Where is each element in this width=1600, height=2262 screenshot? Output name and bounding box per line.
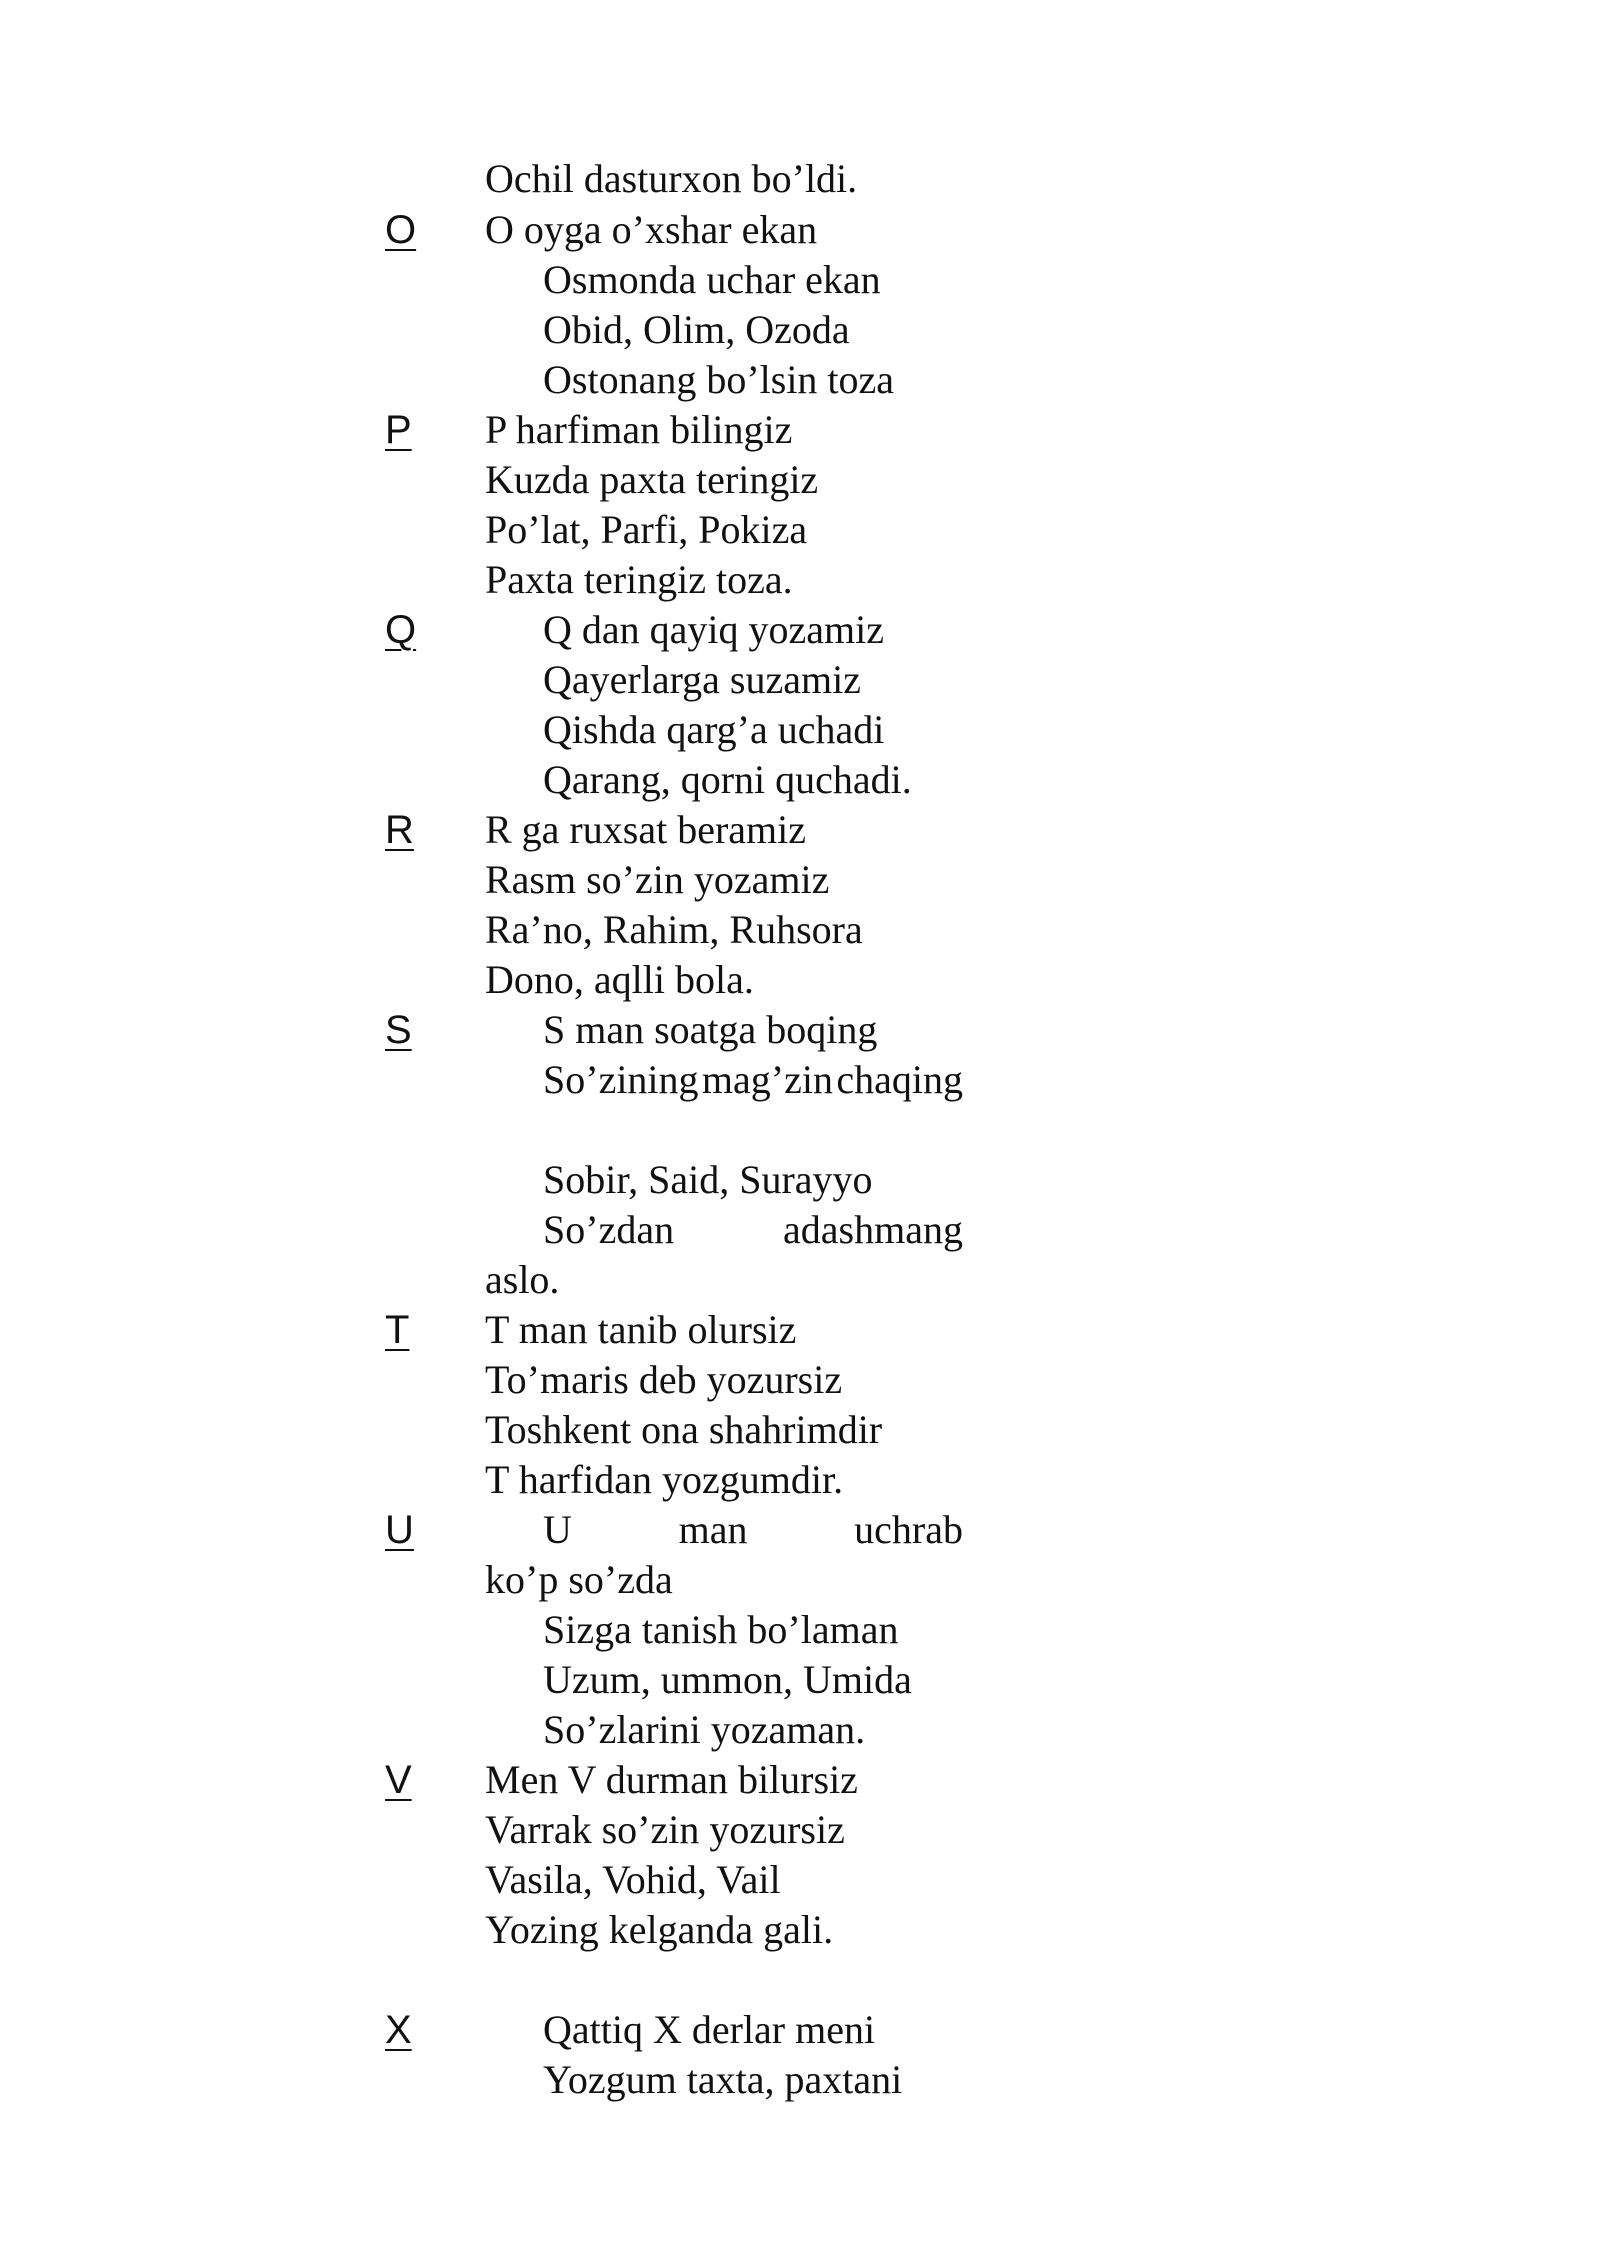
poem-line: T man tanib olursiz: [485, 1307, 797, 1352]
poem-line: Uzum, ummon, Umida: [543, 1657, 912, 1702]
stanza-letter: O: [385, 208, 417, 252]
poem-line: To’maris deb yozursiz: [485, 1357, 843, 1402]
poem-line-continuation: aslo.: [485, 1257, 560, 1302]
poem-line: Q dan qayiq yozamiz: [543, 607, 884, 652]
poem-line: [543, 1055, 963, 1105]
poem-line: Qayerlarga suzamiz: [543, 657, 861, 702]
poem-line: P harfiman bilingiz: [485, 407, 793, 452]
poem-line: [543, 1205, 963, 1255]
poem-word: adashmang: [783, 1207, 963, 1252]
poem-line: Ochil dasturxon bo’ldi.: [485, 156, 858, 201]
poem-line-continuation: ko’p so’zda: [485, 1557, 673, 1602]
stanza-letter: U: [385, 1508, 414, 1552]
poem-word: uchrab: [854, 1507, 963, 1552]
poem-line: R ga ruxsat beramiz: [485, 807, 806, 852]
stanza-letter: V: [385, 1758, 412, 1802]
stanza-letter: R: [385, 808, 414, 852]
poem-line: [543, 1505, 963, 1555]
poem-word: chaqing: [836, 1057, 963, 1102]
poem-line: Yozing kelganda gali.: [485, 1907, 834, 1952]
poem-line: S man soatga boqing: [543, 1007, 878, 1052]
poem-line: Qattiq X derlar meni: [543, 2007, 876, 2052]
poem-line: Qarang, qorni quchadi.: [543, 757, 912, 802]
poem-line: Ostonang bo’lsin toza: [543, 357, 895, 402]
stanza-letter: T: [385, 1308, 410, 1352]
poem-word: mag’zin: [701, 1057, 833, 1102]
poem-line: Dono, aqlli bola.: [485, 957, 754, 1002]
poem-word: U: [543, 1507, 572, 1552]
poem-line: Kuzda paxta teringiz: [485, 457, 819, 502]
poem-word: So’zining: [543, 1057, 699, 1102]
poem-line: Toshkent ona shahrimdir: [485, 1407, 883, 1452]
poem-line: Men V durman bilursiz: [485, 1757, 858, 1802]
poem-line: Osmonda uchar ekan: [543, 257, 881, 302]
poem-line: O oyga o’xshar ekan: [485, 207, 818, 252]
poem-line: T harfidan yozgumdir.: [485, 1457, 844, 1502]
poem-line: Qishda qarg’a uchadi: [543, 707, 885, 752]
poem-line: Yozgum taxta, paxtani: [543, 2057, 903, 2102]
poem-word: man: [678, 1507, 748, 1552]
poem-line: Vasila, Vohid, Vail: [485, 1857, 781, 1902]
poem-line: Obid, Olim, Ozoda: [543, 307, 850, 352]
poem-line: So’zlarini yozaman.: [543, 1707, 866, 1752]
poem-word: So’zdan: [543, 1207, 675, 1252]
stanza-letter: Q: [385, 608, 417, 652]
stanza-letter: P: [385, 408, 412, 452]
poem-line: Paxta teringiz toza.: [485, 557, 793, 602]
stanza-letter: X: [385, 2008, 412, 2052]
poem-line: Sizga tanish bo’laman: [543, 1607, 899, 1652]
poem-line: Varrak so’zin yozursiz: [485, 1807, 845, 1852]
poem-line: Po’lat, Parfi, Pokiza: [485, 507, 808, 552]
stanza-letter: S: [385, 1008, 412, 1052]
poem-line: Rasm so’zin yozamiz: [485, 857, 830, 902]
poem-line: Sobir, Said, Surayyo: [543, 1157, 873, 1202]
poem-line: Ra’no, Rahim, Ruhsora: [485, 907, 863, 952]
